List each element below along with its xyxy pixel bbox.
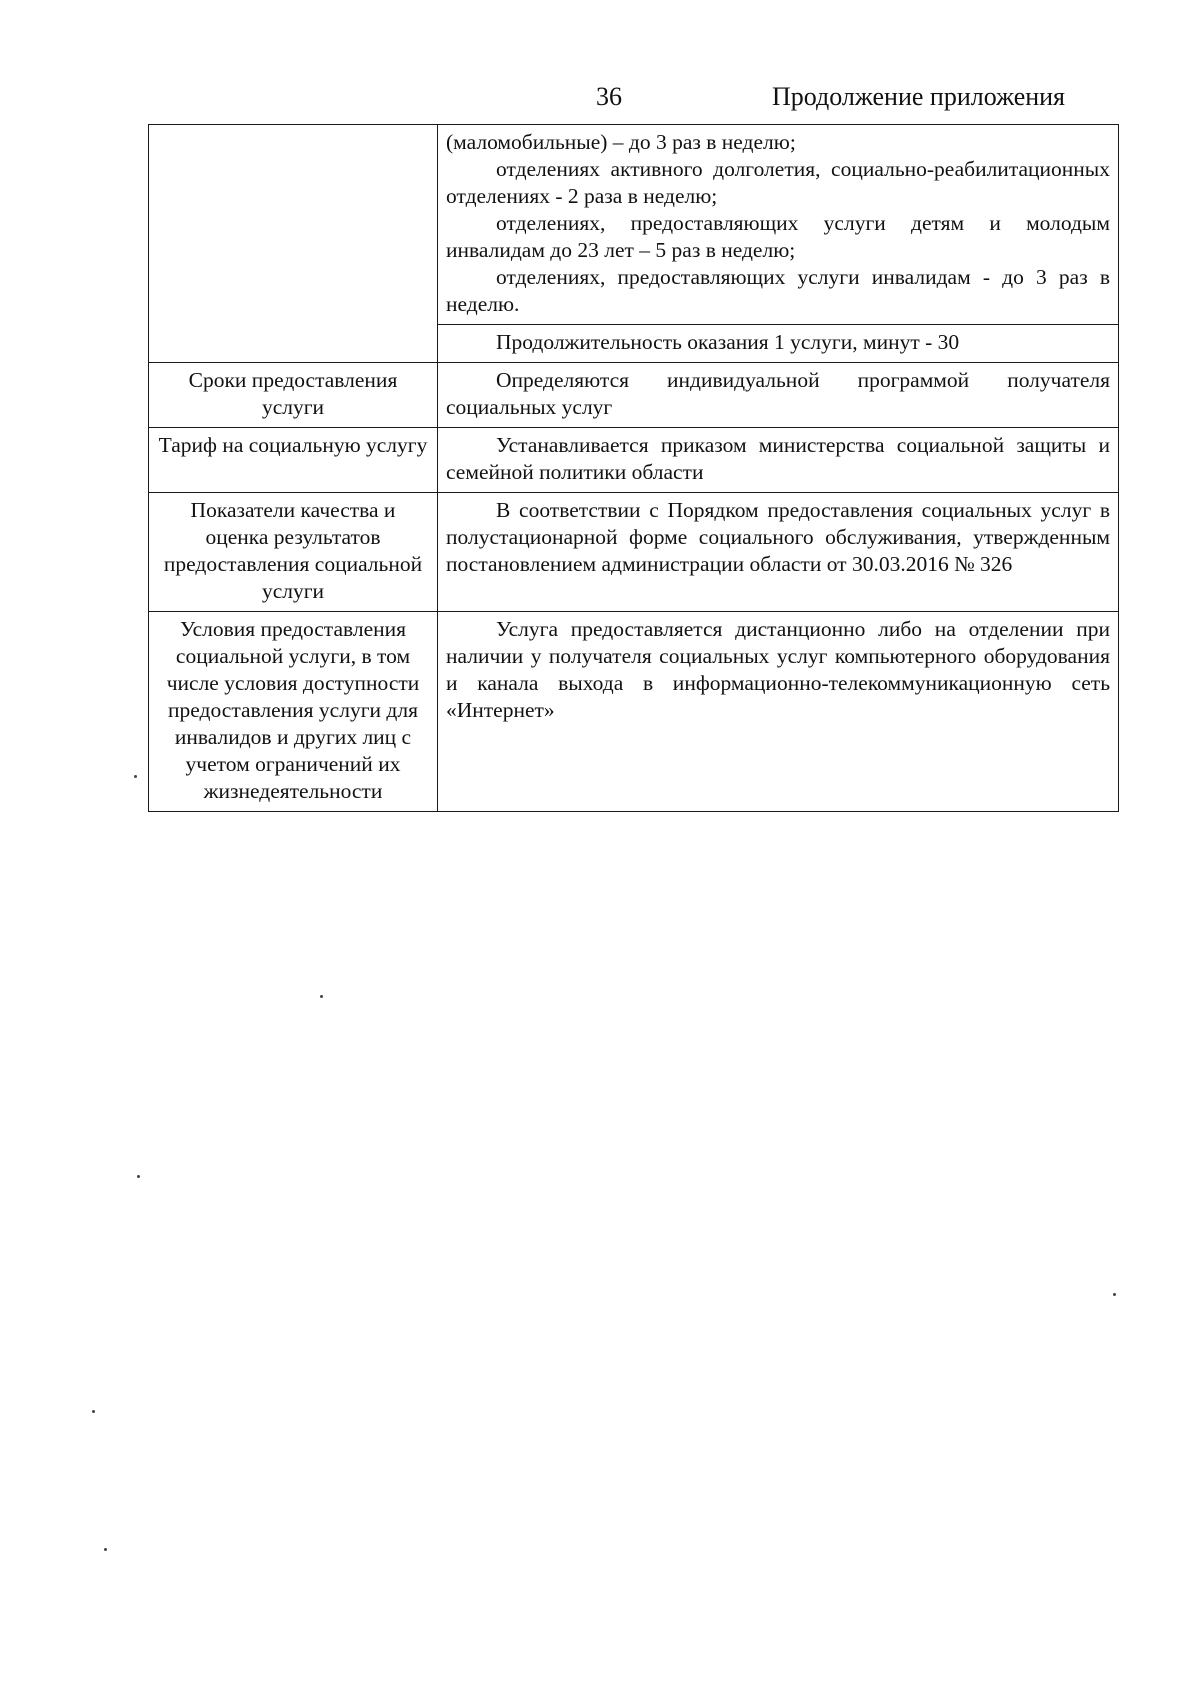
frequency-text-3: отделениях, предоставляющих услуги детям и молодым инвалидам до 23 лет – 5 раз в неделю; xyxy=(446,211,1110,262)
frequency-text-4: отделениях, предоставляющих услуги инвалидам - до 3 раз в неделю. xyxy=(446,265,1110,316)
row-value-conditions xyxy=(438,612,1119,812)
scan-speck xyxy=(137,1175,140,1178)
frequency-text-1: (маломобильные) – до 3 раз в неделю; xyxy=(446,130,796,154)
quality-text: В соответствии с Порядком предоставления социальных услуг в полустационарной форме социального обслуживания, утвержденным постановлением администрации области от 30.03.2016 № 326 xyxy=(446,498,1110,576)
row-value-tariff xyxy=(438,428,1119,493)
row-value-quality xyxy=(438,493,1119,612)
duration-cell: Продолжительность оказания 1 услуги, минут - 30 xyxy=(438,325,1119,363)
terms-text: Определяются индивидуальной программой получателя социальных услуг xyxy=(446,368,1110,419)
scan-speck xyxy=(1113,1293,1116,1296)
conditions-text: Услуга предоставляется дистанционно либо на отделении при наличии у получателя социальных услуг компьютерного оборудования и канала выхода в информационно-телекоммуникационную сеть «Интернет» xyxy=(446,617,1110,722)
row-label-tariff: Тариф на социальную услугу xyxy=(149,428,438,493)
row-label-quality: Показатели качества и оценка результатов предоставления социальной услуги xyxy=(149,493,438,612)
continuation-title: Продолжение приложения xyxy=(772,82,1066,111)
row-value-terms xyxy=(438,363,1119,428)
row-label-terms: Сроки предоставления услуги xyxy=(149,363,438,428)
table-row xyxy=(149,363,1119,428)
table-row xyxy=(149,125,1119,325)
frequency-cell xyxy=(438,125,1119,325)
empty-label-cell xyxy=(149,125,438,363)
frequency-text-2: отделениях активного долголетия, социально-реабилитационных отделениях - 2 раза в неделю; xyxy=(446,157,1110,208)
scan-speck xyxy=(320,995,323,998)
row-label-conditions: Условия предоставления социальной услуги, в том числе условия доступности предоставления услуги для инвалидов и других лиц с учетом ограничений их жизнедеятельности xyxy=(149,612,438,812)
scan-speck xyxy=(134,775,137,778)
page-number: 36 xyxy=(596,82,622,111)
table-row xyxy=(149,493,1119,612)
scan-speck xyxy=(92,1410,95,1413)
scan-speck xyxy=(104,1548,107,1551)
table-row xyxy=(149,612,1119,812)
service-table xyxy=(148,124,1119,812)
tariff-text: Устанавливается приказом министерства социальной защиты и семейной политики области xyxy=(446,433,1110,484)
table-row xyxy=(149,428,1119,493)
